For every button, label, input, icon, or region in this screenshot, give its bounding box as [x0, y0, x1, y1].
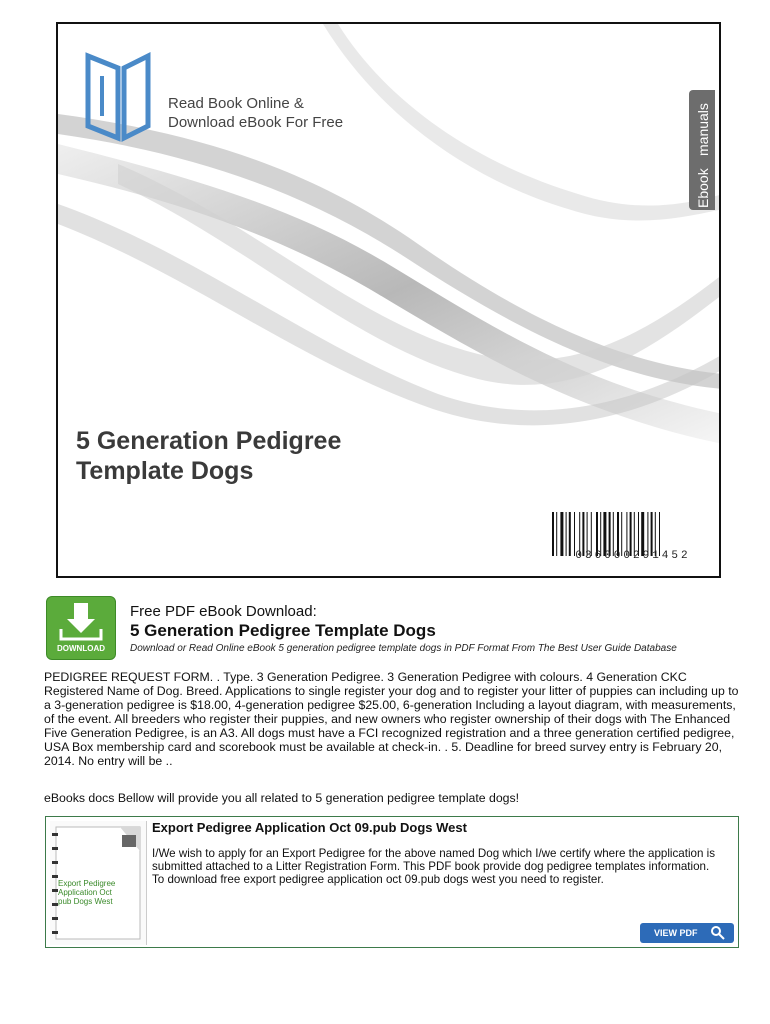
- doc-description: I/We wish to apply for an Export Pedigree for the above named Dog which I/we certify where the application is submitted attached to a Litter Registration Form. This PDF book provide dog pedigree templates information. To download free export pedigree application oct 09.pub dogs west you need to register.: [152, 847, 716, 886]
- view-pdf-label: VIEW PDF: [654, 928, 698, 938]
- brand-line-1: Read Book Online &: [168, 95, 304, 112]
- cover-title: [76, 426, 341, 486]
- related-docs-intro: eBooks docs Bellow will provide you all related to 5 generation pedigree template dogs!: [44, 791, 520, 805]
- related-doc-card: [45, 816, 739, 948]
- barcode-digits: 036000291452: [575, 550, 691, 562]
- view-pdf-button[interactable]: [640, 923, 734, 943]
- brand-logo: [78, 46, 378, 156]
- download-button[interactable]: [46, 596, 116, 660]
- thumb-line-3: pub Dogs West: [58, 897, 113, 906]
- doc-thumbnail-text: [58, 879, 115, 906]
- cover-title-line-2: Template Dogs: [76, 457, 254, 485]
- book-cover: [56, 22, 721, 578]
- brand-line-2: Download eBook For Free: [168, 114, 344, 131]
- book-logo-icon: [78, 46, 158, 146]
- tab-word-manuals: manuals: [695, 103, 711, 156]
- magnifier-icon: [710, 925, 726, 941]
- doc-thumbnail[interactable]: [50, 821, 147, 945]
- thumb-line-2: Application Oct: [58, 888, 112, 897]
- download-header: [130, 603, 750, 654]
- download-button-label: DOWNLOAD: [57, 644, 105, 653]
- summary-paragraph: PEDIGREE REQUEST FORM. . Type. 3 Generation Pedigree. 3 Generation Pedigree with colours. 4 Generation CKC Registered Name of Dog. Breed. Applications to single register your dog and to register your litter of puppies can including up to a 3-generation pedigree is $18.00, 4-generation pedigree $25.00, 6-generation Including a layout diagram, with measurements, of the event. All breeders who register their puppies, and new owners who register ownership of their dogs with The Enhanced Five Generation Pedigree, is an A3. All dogs must have a FCI recognized registration and a three generation certified pedigree, USA Box membership card and scorebook must be available at check-in. . 5. Deadline for breed survey entry is February 20, 2014. No entry will be ..: [44, 670, 739, 768]
- download-arrow-icon: [47, 599, 115, 643]
- ebook-manuals-tab: [689, 90, 715, 210]
- download-subtitle: Download or Read Online eBook 5 generation pedigree template dogs in PDF Format From The Best User Guide Database: [130, 643, 677, 654]
- tab-word-ebook: Ebook: [695, 168, 711, 208]
- doc-title[interactable]: Export Pedigree Application Oct 09.pub Dogs West: [152, 820, 467, 835]
- cover-title-line-1: 5 Generation Pedigree: [76, 427, 342, 455]
- download-title: 5 Generation Pedigree Template Dogs: [130, 621, 436, 640]
- thumb-line-1: Export Pedigree: [58, 879, 116, 888]
- download-kicker: Free PDF eBook Download:: [130, 603, 317, 620]
